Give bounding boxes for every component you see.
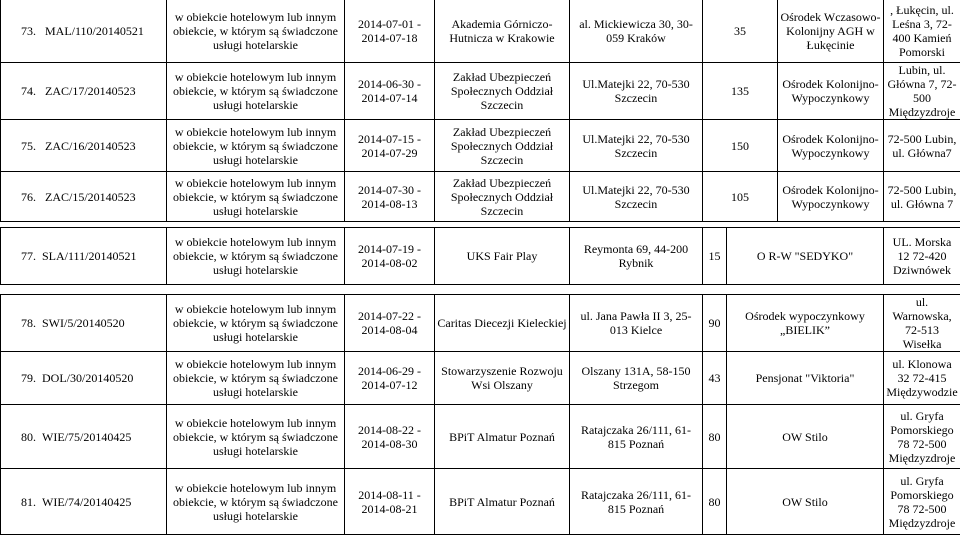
dates: 2014-08-11 - 2014-08-21 xyxy=(345,469,435,535)
venue: Ośrodek Kolonijno-Wypoczynkowy xyxy=(778,63,884,120)
table-row xyxy=(1,172,960,222)
signature: WIE/75/20140425 xyxy=(42,430,131,444)
participants-count: 15 xyxy=(703,228,727,285)
organizer: Caritas Diecezji Kieleckiej xyxy=(435,295,570,352)
venue-location: ul. Warnowska, 72-513 Wisełka xyxy=(884,295,960,352)
table-block-1 xyxy=(0,0,960,63)
row-number-and-signature xyxy=(1,120,167,172)
row-number-and-signature xyxy=(1,352,167,405)
venue: Pensjonat "Viktoria" xyxy=(727,352,884,405)
organizer: BPiT Almatur Poznań xyxy=(435,469,570,535)
participants-count: 80 xyxy=(703,469,727,535)
row-number-and-signature xyxy=(1,295,167,352)
signature: ZAC/15/20140523 xyxy=(45,190,136,204)
row-number: 80. xyxy=(21,430,36,444)
signature: ZAC/16/20140523 xyxy=(45,139,136,153)
row-number: 78. xyxy=(21,316,36,330)
dates: 2014-07-30 - 2014-08-13 xyxy=(345,172,435,222)
organizer: Zakład Ubezpieczeń Społecznych Oddział Szczecin xyxy=(435,120,570,172)
table-row xyxy=(1,0,960,63)
organizer-address: Ul.Matejki 22, 70-530 Szczecin xyxy=(570,63,703,120)
organizer-address: Ul.Matejki 22, 70-530 Szczecin xyxy=(570,172,703,222)
venue: O R-W "SEDYKO" xyxy=(727,228,884,285)
row-number: 73. xyxy=(21,24,36,38)
venue: Ośrodek Kolonijno-Wypoczynkowy xyxy=(778,120,884,172)
accommodation-type: w obiekcie hotelowym lub innym obiekcie, w którym są świadczone usługi hotelarskie xyxy=(167,172,345,222)
table-row xyxy=(1,63,960,120)
venue-location: ul. Gryfa Pomorskiego 78 72-500 Międzyzdroje xyxy=(884,405,960,469)
dates: 2014-07-19 - 2014-08-02 xyxy=(345,228,435,285)
venue-location: ul. Gryfa Pomorskiego 78 72-500 Międzyzdroje xyxy=(884,469,960,535)
row-number-and-signature xyxy=(1,469,167,535)
dates: 2014-06-30 - 2014-07-14 xyxy=(345,63,435,120)
organizer: BPiT Almatur Poznań xyxy=(435,405,570,469)
signature: WIE/74/20140425 xyxy=(42,495,131,509)
participants-count: 43 xyxy=(703,352,727,405)
organizer-address: Ratajczaka 26/111, 61-815 Poznań xyxy=(570,405,703,469)
venue-location: , Łukęcin, ul. Leśna 3, 72-400 Kamień Pomorski xyxy=(884,0,960,63)
organizer-address: ul. Jana Pawła II 3, 25-013 Kielce xyxy=(570,295,703,352)
row-number: 75. xyxy=(21,139,36,153)
venue-location: UL. Morska 12 72-420 Dziwnówek xyxy=(884,228,960,285)
organizer-address: Reymonta 69, 44-200 Rybnik xyxy=(570,228,703,285)
table-row xyxy=(1,295,960,352)
signature: DOL/30/20140520 xyxy=(42,371,133,385)
row-number: 76. xyxy=(21,190,36,204)
accommodation-type: w obiekcie hotelowym lub innym obiekcie, w którym są świadczone usługi hotelarskie xyxy=(167,469,345,535)
venue: OW Stilo xyxy=(727,405,884,469)
row-number: 77. xyxy=(21,249,36,263)
row-number: 79. xyxy=(21,371,36,385)
venue: Ośrodek Wczasowo-Kolonijny AGH w Łukęcinie xyxy=(778,0,884,63)
table-block-3 xyxy=(0,227,960,285)
venue: Ośrodek wypoczynkowy „BIELIK” xyxy=(727,295,884,352)
signature: MAL/110/20140521 xyxy=(45,24,144,38)
venue-location: 72-500 Lubin, ul. Główna 7 xyxy=(884,172,960,222)
organizer: Zakład Ubezpieczeń Społecznych Oddział Szczecin xyxy=(435,63,570,120)
row-number: 74. xyxy=(21,84,36,98)
dates: 2014-07-01 - 2014-07-18 xyxy=(345,0,435,63)
table-row xyxy=(1,352,960,405)
table-row xyxy=(1,120,960,172)
participants-count: 35 xyxy=(703,0,778,63)
venue: OW Stilo xyxy=(727,469,884,535)
organizer: Stowarzyszenie Rozwoju Wsi Olszany xyxy=(435,352,570,405)
row-number-and-signature xyxy=(1,228,167,285)
table-row xyxy=(1,228,960,285)
accommodation-type: w obiekcie hotelowym lub innym obiekcie, w którym są świadczone usługi hotelarskie xyxy=(167,120,345,172)
organizer-address: al. Mickiewicza 30, 30-059 Kraków xyxy=(570,0,703,63)
participants-count: 135 xyxy=(703,63,778,120)
organizer-address: Ratajczaka 26/111, 61-815 Poznań xyxy=(570,469,703,535)
accommodation-type: w obiekcie hotelowym lub innym obiekcie, w którym są świadczone usługi hotelarskie xyxy=(167,352,345,405)
venue-location: ul. Klonowa 32 72-415 Międzywodzie xyxy=(884,352,960,405)
table-row xyxy=(1,469,960,535)
participants-count: 80 xyxy=(703,405,727,469)
dates: 2014-06-29 - 2014-07-12 xyxy=(345,352,435,405)
participants-count: 90 xyxy=(703,295,727,352)
organizer-address: Ul.Matejki 22, 70-530 Szczecin xyxy=(570,120,703,172)
table-row xyxy=(1,405,960,469)
venue-location: 72-500 Lubin, ul. Główna7 xyxy=(884,120,960,172)
dates: 2014-07-15 - 2014-07-29 xyxy=(345,120,435,172)
participants-count: 150 xyxy=(703,120,778,172)
signature: SLA/111/20140521 xyxy=(42,249,136,263)
row-number: 81. xyxy=(21,495,36,509)
row-number-and-signature xyxy=(1,63,167,120)
row-number-and-signature xyxy=(1,405,167,469)
signature: SWI/5/20140520 xyxy=(42,316,125,330)
organizer-address: Olszany 131A, 58-150 Strzegom xyxy=(570,352,703,405)
dates: 2014-08-22 - 2014-08-30 xyxy=(345,405,435,469)
accommodation-type: w obiekcie hotelowym lub innym obiekcie, w którym są świadczone usługi hotelarskie xyxy=(167,228,345,285)
accommodation-type: w obiekcie hotelowym lub innym obiekcie, w którym są świadczone usługi hotelarskie xyxy=(167,0,345,63)
organizer: UKS Fair Play xyxy=(435,228,570,285)
table-block-4 xyxy=(0,294,960,535)
accommodation-type: w obiekcie hotelowym lub innym obiekcie, w którym są świadczone usługi hotelarskie xyxy=(167,63,345,120)
signature: ZAC/17/20140523 xyxy=(45,84,136,98)
venue: Ośrodek Kolonijno-Wypoczynkowy xyxy=(778,172,884,222)
row-number-and-signature xyxy=(1,0,167,63)
organizer: Zakład Ubezpieczeń Społecznych Oddział Szczecin xyxy=(435,172,570,222)
participants-count: 105 xyxy=(703,172,778,222)
venue-location: Lubin, ul. Główna 7, 72-500 Międzyzdroje xyxy=(884,63,960,120)
dates: 2014-07-22 - 2014-08-04 xyxy=(345,295,435,352)
row-number-and-signature xyxy=(1,172,167,222)
accommodation-type: w obiekcie hotelowym lub innym obiekcie, w którym są świadczone usługi hotelarskie xyxy=(167,295,345,352)
accommodation-type: w obiekcie hotelowym lub innym obiekcie, w którym są świadczone usługi hotelarskie xyxy=(167,405,345,469)
table-block-2 xyxy=(0,62,960,222)
organizer: Akademia Górniczo-Hutnicza w Krakowie xyxy=(435,0,570,63)
